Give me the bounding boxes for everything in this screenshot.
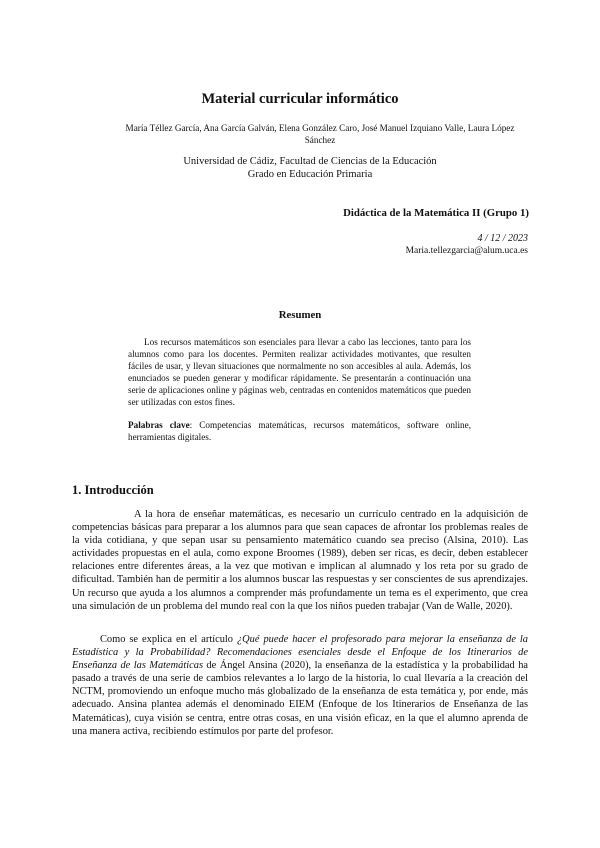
paper-title: Material curricular informático xyxy=(201,91,399,107)
paragraph-text: Como se explica en el artículo xyxy=(100,634,237,645)
affiliation-institution: Universidad de Cádiz, Facultad de Ciencias de la Educación xyxy=(183,156,437,167)
date: 4 / 12 / 2023 xyxy=(477,233,528,244)
affiliation xyxy=(100,155,520,181)
author-list: María Téllez García, Ana García Galván, Elena González Caro, José Manuel Izquiano Valle, Laura López Sánchez xyxy=(125,123,515,145)
keywords xyxy=(128,419,471,443)
section-heading: 1. Introducción xyxy=(72,483,154,497)
keywords-list: : Competencias matemáticas, recursos matemáticos, software online, herramientas digitales. xyxy=(128,420,471,442)
affiliation-degree: Grado en Educación Primaria xyxy=(247,169,373,180)
article-title: ¿Qué puede hacer el profesorado para mejorar la enseñanza de la Estadística y la Probabilidad? Recomendaciones esenciales desde el Enfoque de los Itinerarios de Enseñanza de las Matemáticas xyxy=(72,634,529,672)
paragraph xyxy=(72,633,528,738)
keywords-label: Palabras clave xyxy=(128,420,190,430)
abstract-text: Los recursos matemáticos son esenciales para llevar a cabo las lecciones, tanto para los alumnos como para los docentes. Permiten realizar actividades motivantes, que resulten fáciles de usar, y llevan situaciones que normalmente no son accesibles al aula. Además, los enunciados se pueden generar y modificar rápidamente. Se presentarán a continuación una serie de aplicaciones online y páginas web, centradas en contenidos matemáticos que pueden ser utilizadas con estos fines. xyxy=(128,337,471,407)
paragraph-text: de Ángel Ansina (2020), la enseñanza de la estadística y la probabilidad ha pasado a través de una serie de cambios relevantes a lo largo de la historia, lo cual llevaría a la creación del NCTM, promoviendo un enfoque mucho más globalizado de la enseñanza de esta temática y, por ende, más adecuado. Ansina plantea además el denominado EIEM (Enfoque de los Itinerarios de Enseñanza de las Matemáticas), cuya visión se centra, entre otras cosas, en una visión eficaz, en la que el alumno aprenda de una manera activa, recibiendo estímulos por parte del profesor. xyxy=(72,660,529,737)
paragraph: A la hora de enseñar matemáticas, es necesario un currículo centrado en la adquisición de competencias básicas para preparar a los alumnos para que sean capaces de afrontar los problemas reales de la vida cotidiana, y que sepan usar su pensamiento matemático cuando sea preciso (Alsina, 2010). Las actividades propuestas en el aula, como expone Broomes (1989), deben ser ricas, es decir, deben establecer relaciones entre diferentes áreas, a la vez que motivan e implican al alumnado y los reta por su grado de dificultad. También han de permitir a los alumnos buscar las respuestas y ser conscientes de sus aprendizajes. Un recurso que ayuda a los alumnos a comprender más profundamente un tema es el experimento, que crea una simulación de un problema del mundo real con la que los niños pueden trabajar (Van de Walle, 2020). xyxy=(72,509,528,612)
abstract-heading: Resumen xyxy=(278,309,322,321)
course-name: Didáctica de la Matemática II (Grupo 1) xyxy=(343,207,529,219)
contact-email: Maria.tellezgarcia@alum.uca.es xyxy=(405,246,528,256)
